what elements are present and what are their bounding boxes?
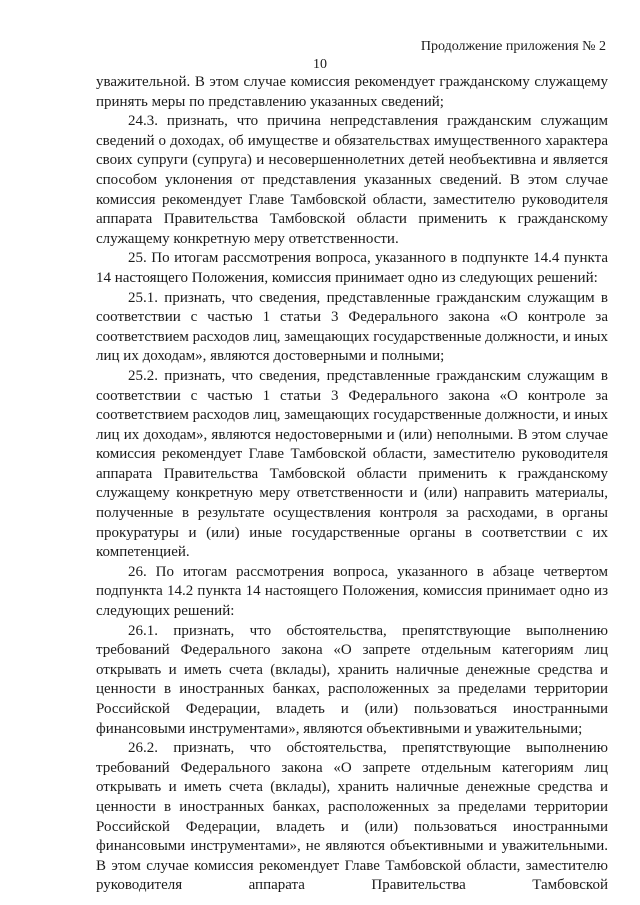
paragraph-25: 25. По итогам рассмотрения вопроса, указанного в подпункте 14.4 пункта 14 настоящего Положения, комиссия принимает одно из следующих решений:	[96, 250, 608, 286]
document-body	[96, 73, 608, 896]
paragraph-26-2: 26.2. признать, что обстоятельства, препятствующие выполнению требований Федерального закона «О запрете отдельным категориям лиц открывать и иметь счета (вклады), хранить наличные денежные средства и ценности в иностранных банках, расположенных за пределами территории Российской Федерации, владеть и (или) пользоваться иностранными финансовыми инструментами», не являются объективными и уважительными. В этом случае комиссия рекомендует Главе Тамбовской области, заместителю руководителя аппарата Правительства Тамбовской	[96, 740, 608, 894]
paragraph-25-1: 25.1. признать, что сведения, представленные гражданским служащим в соответствии с частью 1 статьи 3 Федерального закона «О контроле за соответствием расходов лиц, замещающих государственные должности, и иных лиц их доходам», являются достоверными и полными;	[96, 289, 608, 365]
paragraph-26-1: 26.1. признать, что обстоятельства, препятствующие выполнению требований Федерального закона «О запрете отдельным категориям лиц открывать и иметь счета (вклады), хранить наличные денежные средства и ценности в иностранных банках, расположенных за пределами территории Российской Федерации, владеть и (или) пользоваться иностранными финансовыми инструментами», являются объективными и уважительными;	[96, 622, 608, 737]
paragraph-26: 26. По итогам рассмотрения вопроса, указанного в абзаце четвертом подпункта 14.2 пункта 14 настоящего Положения, комиссия принимает одно из следующих решений:	[96, 563, 608, 620]
appendix-continuation-note: Продолжение приложения № 2	[420, 39, 606, 54]
paragraph-continuation: уважительной. В этом случае комиссия рекомендует гражданскому служащему принять меры по представлению указанных сведений;	[96, 74, 608, 110]
paragraph-24-3: 24.3. признать, что причина непредставления гражданским служащим сведений о доходах, об имуществе и обязательствах имущественного характера своих супруги (супруга) и несовершеннолетних детей необъективна и является способом уклонения от представления указанных сведений. В этом случае комиссия рекомендует Главе Тамбовской области, заместителю руководителя аппарата Правительства Тамбовской области применить к гражданскому служащему конкретную меру ответственности.	[96, 113, 608, 247]
page-number: 10	[313, 57, 327, 72]
paragraph-25-2: 25.2. признать, что сведения, представленные гражданским служащим в соответствии с частью 1 статьи 3 Федерального закона «О контроле за соответствием расходов лиц, замещающих государственные должности, и иных лиц их доходам», являются недостоверными и (или) неполными. В этом случае комиссия рекомендует Главе Тамбовской области, заместителю руководителя аппарата Правительства Тамбовской области применить к гражданскому служащему конкретную меру ответственности и (или) направить материалы, полученные в результате осуществления контроля за расходами, в органы прокуратуры и (или) иные государственные органы в соответствии с их компетенцией.	[96, 367, 608, 561]
